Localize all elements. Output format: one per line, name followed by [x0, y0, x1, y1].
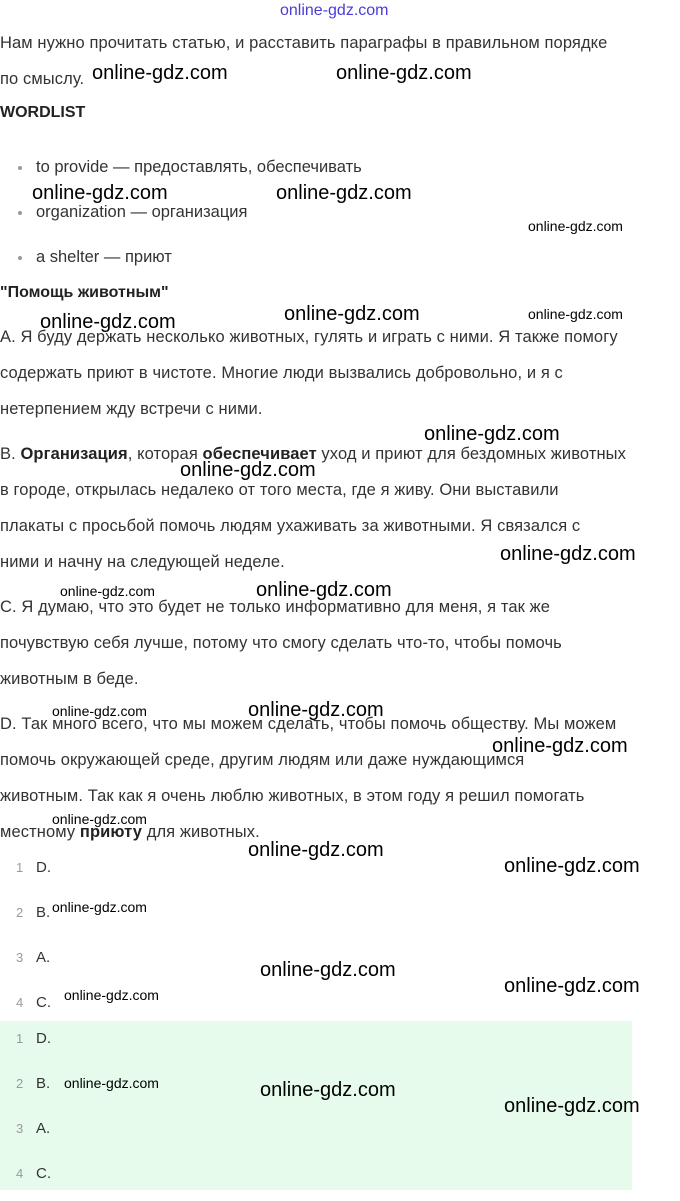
- watermark: online-gdz.com: [504, 1095, 640, 1117]
- list-item-text: to provide — предоставлять, обеспечивать: [36, 158, 362, 176]
- bullet-icon: [18, 166, 22, 170]
- keyword-organization: Организация: [20, 445, 128, 463]
- paragraph-line: помочь окружающей среде, другим людям или даже нуждающимся: [0, 751, 525, 769]
- watermark: online-gdz.com: [504, 975, 640, 997]
- paragraph-line: плакаты с просьбой помочь людям ухаживать за животными. Я связался с: [0, 517, 581, 535]
- answer-value: D.: [36, 859, 51, 876]
- paragraph-line: A. Я буду держать несколько животных, гулять и играть с ними. Я также помогу: [0, 328, 618, 346]
- intro-line-1: Нам нужно прочитать статью, и расставить параграфы в правильном порядке: [0, 34, 608, 52]
- bullet-icon: [18, 256, 22, 260]
- watermark: online-gdz.com: [256, 579, 392, 601]
- watermark: online-gdz.com: [504, 855, 640, 877]
- watermark: online-gdz.com: [180, 459, 316, 481]
- watermark: online-gdz.com: [64, 987, 159, 1003]
- paragraph-text: для животных.: [142, 823, 260, 841]
- watermark: online-gdz.com: [284, 303, 420, 325]
- answer-number: 1: [16, 860, 24, 875]
- answer-value: B.: [36, 1075, 51, 1092]
- watermark: online-gdz.com: [424, 423, 560, 445]
- paragraph-line: в городе, открылась недалеко от того места, где я живу. Они выставили: [0, 481, 559, 499]
- answer-value: A.: [36, 1120, 51, 1137]
- paragraph-text: уход и приют для бездомных животных: [316, 445, 626, 463]
- answer-number: 2: [16, 905, 24, 920]
- watermark: online-gdz.com: [528, 306, 623, 322]
- watermark: online-gdz.com: [40, 311, 176, 333]
- list-item: [18, 158, 362, 177]
- watermark: online-gdz.com: [248, 699, 384, 721]
- watermark: online-gdz.com: [92, 62, 228, 84]
- paragraph-line: животным. Так как я очень люблю животных, в этом году я решил помогать: [0, 787, 585, 805]
- article-title: "Помощь животным": [0, 284, 169, 301]
- answer-value: D.: [36, 1030, 51, 1047]
- watermark: online-gdz.com: [64, 1075, 159, 1091]
- list-item-text: organization — организация: [36, 203, 248, 221]
- correct-answer-row: [0, 1021, 632, 1066]
- watermark: online-gdz.com: [528, 218, 623, 234]
- paragraph-text: , которая: [127, 445, 203, 463]
- watermark: online-gdz.com: [32, 182, 168, 204]
- paragraph-prefix: B.: [0, 445, 21, 463]
- watermark: online-gdz.com: [260, 959, 396, 981]
- answer-number: 3: [16, 1121, 24, 1136]
- watermark: online-gdz.com: [248, 839, 384, 861]
- paragraph-line: почувствую себя лучше, потому что смогу сделать что-то, чтобы помочь: [0, 634, 562, 652]
- watermark: online-gdz.com: [260, 1079, 396, 1101]
- answer-number: 1: [16, 1031, 24, 1046]
- paragraph-line: C. Я думаю, что это будет не только информативно для меня, я так же: [0, 598, 551, 616]
- watermark: online-gdz.com: [500, 543, 636, 565]
- watermark: online-gdz.com: [52, 899, 147, 915]
- top-watermark: online-gdz.com: [280, 2, 389, 19]
- watermark: online-gdz.com: [52, 703, 147, 719]
- answer-value: B.: [36, 904, 51, 921]
- wordlist-title: WORDLIST: [0, 104, 86, 121]
- bullet-icon: [18, 211, 22, 215]
- correct-answer-row: [0, 1156, 632, 1201]
- answer-value: C.: [36, 1165, 51, 1182]
- keyword-shelter: приюту: [79, 823, 143, 841]
- keyword-provides: обеспечивает: [202, 445, 317, 463]
- answer-number: 3: [16, 950, 24, 965]
- answer-number: 4: [16, 1166, 24, 1181]
- list-item-text: a shelter — приют: [36, 248, 172, 266]
- watermark: online-gdz.com: [52, 811, 147, 827]
- answer-value: C.: [36, 994, 51, 1011]
- watermark: online-gdz.com: [336, 62, 472, 84]
- paragraph-line: животным в беде.: [0, 670, 139, 688]
- answer-number: 2: [16, 1076, 24, 1091]
- watermark: online-gdz.com: [60, 583, 155, 599]
- paragraph-text: местному: [0, 823, 80, 841]
- watermark: online-gdz.com: [276, 182, 412, 204]
- paragraph-line: D. Так много всего, что мы можем сделать, чтобы помочь обществу. Мы можем: [0, 715, 617, 733]
- intro-line-2: по смыслу.: [0, 70, 85, 88]
- paragraph-line: содержать приют в чистоте. Многие люди вызвались добровольно, и я с: [0, 364, 563, 382]
- paragraph-line: нетерпением жду встречи с ними.: [0, 400, 263, 418]
- answer-value: A.: [36, 949, 51, 966]
- list-item: [18, 248, 172, 267]
- paragraph-line: ними и начну на следующей неделе.: [0, 553, 285, 571]
- answer-number: 4: [16, 995, 24, 1010]
- watermark: online-gdz.com: [492, 735, 628, 757]
- list-item: [18, 203, 247, 222]
